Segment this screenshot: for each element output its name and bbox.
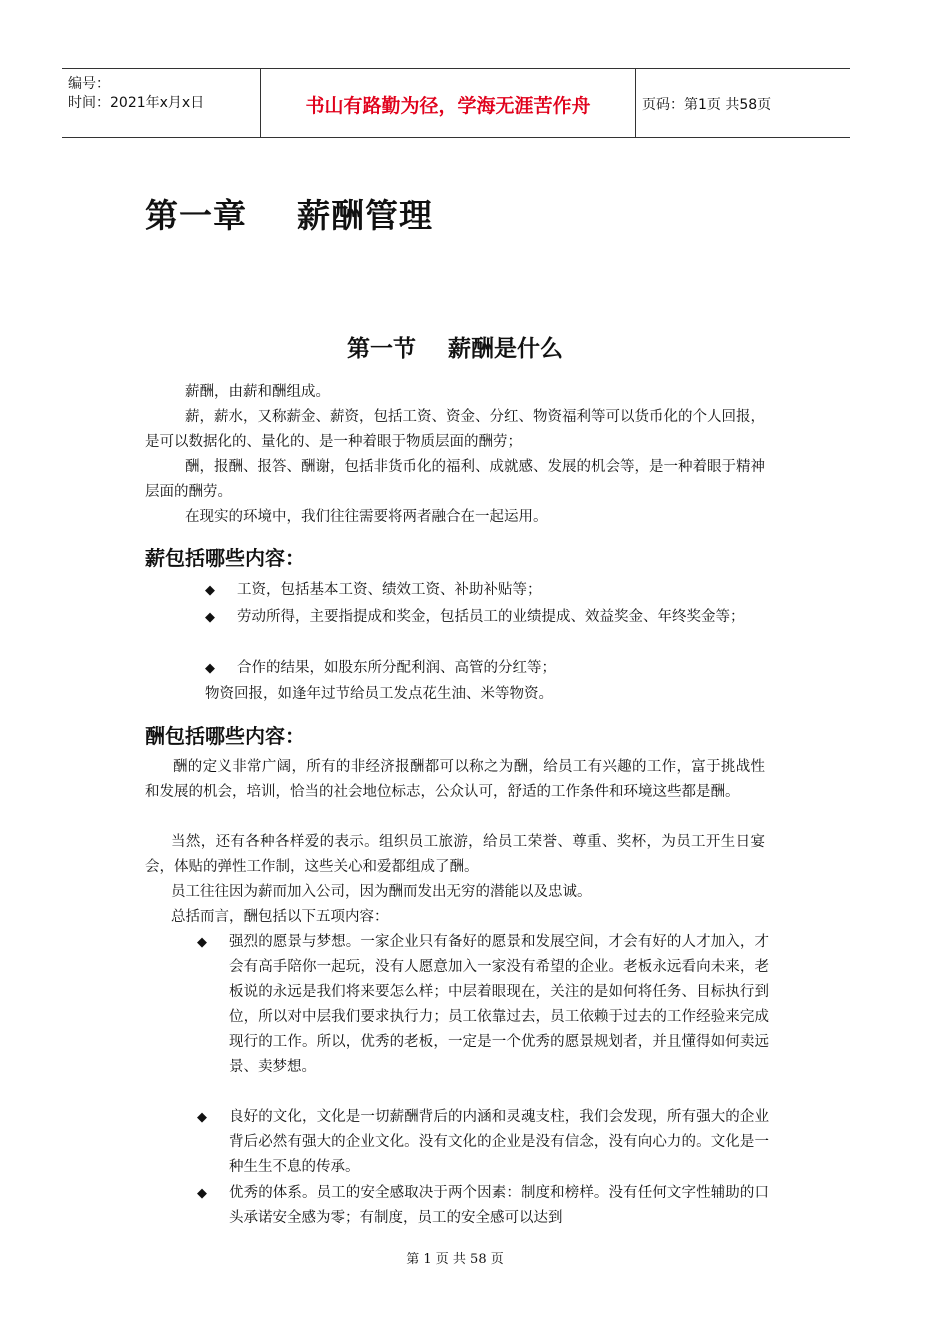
- xin-bullet-item: [205, 656, 765, 681]
- header-page-info: 页码：第1页 共58页: [642, 97, 772, 113]
- chou-heading: 酬包括哪些内容：: [145, 724, 305, 748]
- diamond-bullet-icon: ◆: [197, 935, 207, 950]
- diamond-bullet-icon: ◆: [197, 1186, 207, 1201]
- chou-bullet-item: [197, 1181, 769, 1231]
- diamond-bullet-icon: ◆: [197, 1110, 207, 1125]
- time-label: 时间：2021年x月x日: [68, 95, 205, 111]
- xin-bullet-item: [205, 578, 765, 603]
- chapter-title: 第一章 薪酬管理: [145, 196, 433, 235]
- intro-paragraph-1: 薪酬，由薪和酬组成。: [185, 384, 330, 400]
- chou-paragraph-3: 员工往往因为薪而加入公司，因为酬而发出无穷的潜能以及忠诚。: [171, 884, 592, 900]
- chou-bullet-item: [197, 930, 769, 1080]
- chou-paragraph-4: 总括而言，酬包括以下五项内容：: [171, 909, 389, 925]
- xin-bullet-text: 工资，包括基本工资、绩效工资、补助补贴等；: [237, 582, 542, 598]
- header-slogan: 书山有路勤为径，学海无涯苦作舟: [305, 95, 591, 117]
- xin-bullet-text: 合作的结果，如股东所分配利润、高管的分红等；: [237, 660, 556, 676]
- section-title: 第一节 薪酬是什么: [346, 336, 564, 362]
- serial-label: 编号：: [68, 76, 110, 92]
- document-header: [62, 68, 850, 138]
- chou-bullet-text: 良好的文化，文化是一切薪酬背后的内涵和灵魂支柱，我们会发现，所有强大的企业背后必然有强大的企业文化。没有文化的企业是没有信念，没有向心力的。文化是一种生生不息的传承。: [229, 1109, 769, 1175]
- chou-bullet-text: 优秀的体系。员工的安全感取决于两个因素：制度和榜样。没有任何文字性辅助的口头承诺安全感为零；有制度，员工的安全感可以达到: [229, 1185, 769, 1226]
- intro-paragraph-3: 酬，报酬、报答、酬谢，包括非货币化的福利、成就感、发展的机会等，是一种着眼于精神层面的酬劳。: [145, 459, 765, 500]
- diamond-bullet-icon: ◆: [205, 661, 215, 676]
- header-slogan-cell: [260, 69, 636, 137]
- header-page-cell: [634, 69, 850, 137]
- chou-bullet-text: 强烈的愿景与梦想。一家企业只有备好的愿景和发展空间，才会有好的人才加入，才会有高手陪你一起玩，没有人愿意加入一家没有希望的企业。老板永远看向未来，老板说的永远是我们将来要怎么样；中层着眼现在，关注的是如何将任务、目标执行到位，所以对中层我们要求执行力；员工依靠过去，员工依赖于过去的工作经验来完成现行的工作。所以，优秀的老板，一定是一个优秀的愿景规划者，并且懂得如何卖远景、卖梦想。: [229, 934, 769, 1075]
- diamond-bullet-icon: ◆: [205, 610, 215, 625]
- header-meta-cell: [62, 69, 260, 137]
- xin-bullet-item: [205, 605, 765, 630]
- chou-paragraph-2: 当然，还有各种各样爱的表示。组织员工旅游，给员工荣誉、尊重、奖杯，为员工开生日宴会，体贴的弹性工作制，这些关心和爱都组成了酬。: [145, 834, 765, 875]
- chou-bullet-item: [197, 1105, 769, 1180]
- intro-paragraph-4: 在现实的环境中，我们往往需要将两者融合在一起运用。: [185, 509, 548, 525]
- diamond-bullet-icon: ◆: [205, 583, 215, 598]
- intro-paragraph-2: 薪，薪水，又称薪金、薪资，包括工资、资金、分红、物资福利等可以货币化的个人回报，是可以数据化的、量化的、是一种着眼于物质层面的酬劳；: [145, 409, 765, 450]
- page-footer: 第 1 页 共 58 页: [406, 1252, 504, 1267]
- xin-heading: 薪包括哪些内容：: [145, 546, 305, 570]
- chou-paragraph-1: 酬的定义非常广阔，所有的非经济报酬都可以称之为酬，给员工有兴趣的工作，富于挑战性和发展的机会，培训，恰当的社会地位标志，公众认可，舒适的工作条件和环境这些都是酬。: [145, 759, 765, 800]
- xin-bullet-text: 劳动所得，主要指提成和奖金，包括员工的业绩提成、效益奖金、年终奖金等；: [237, 609, 745, 625]
- xin-extra-line: 物资回报，如逢年过节给员工发点花生油、米等物资。: [205, 686, 553, 702]
